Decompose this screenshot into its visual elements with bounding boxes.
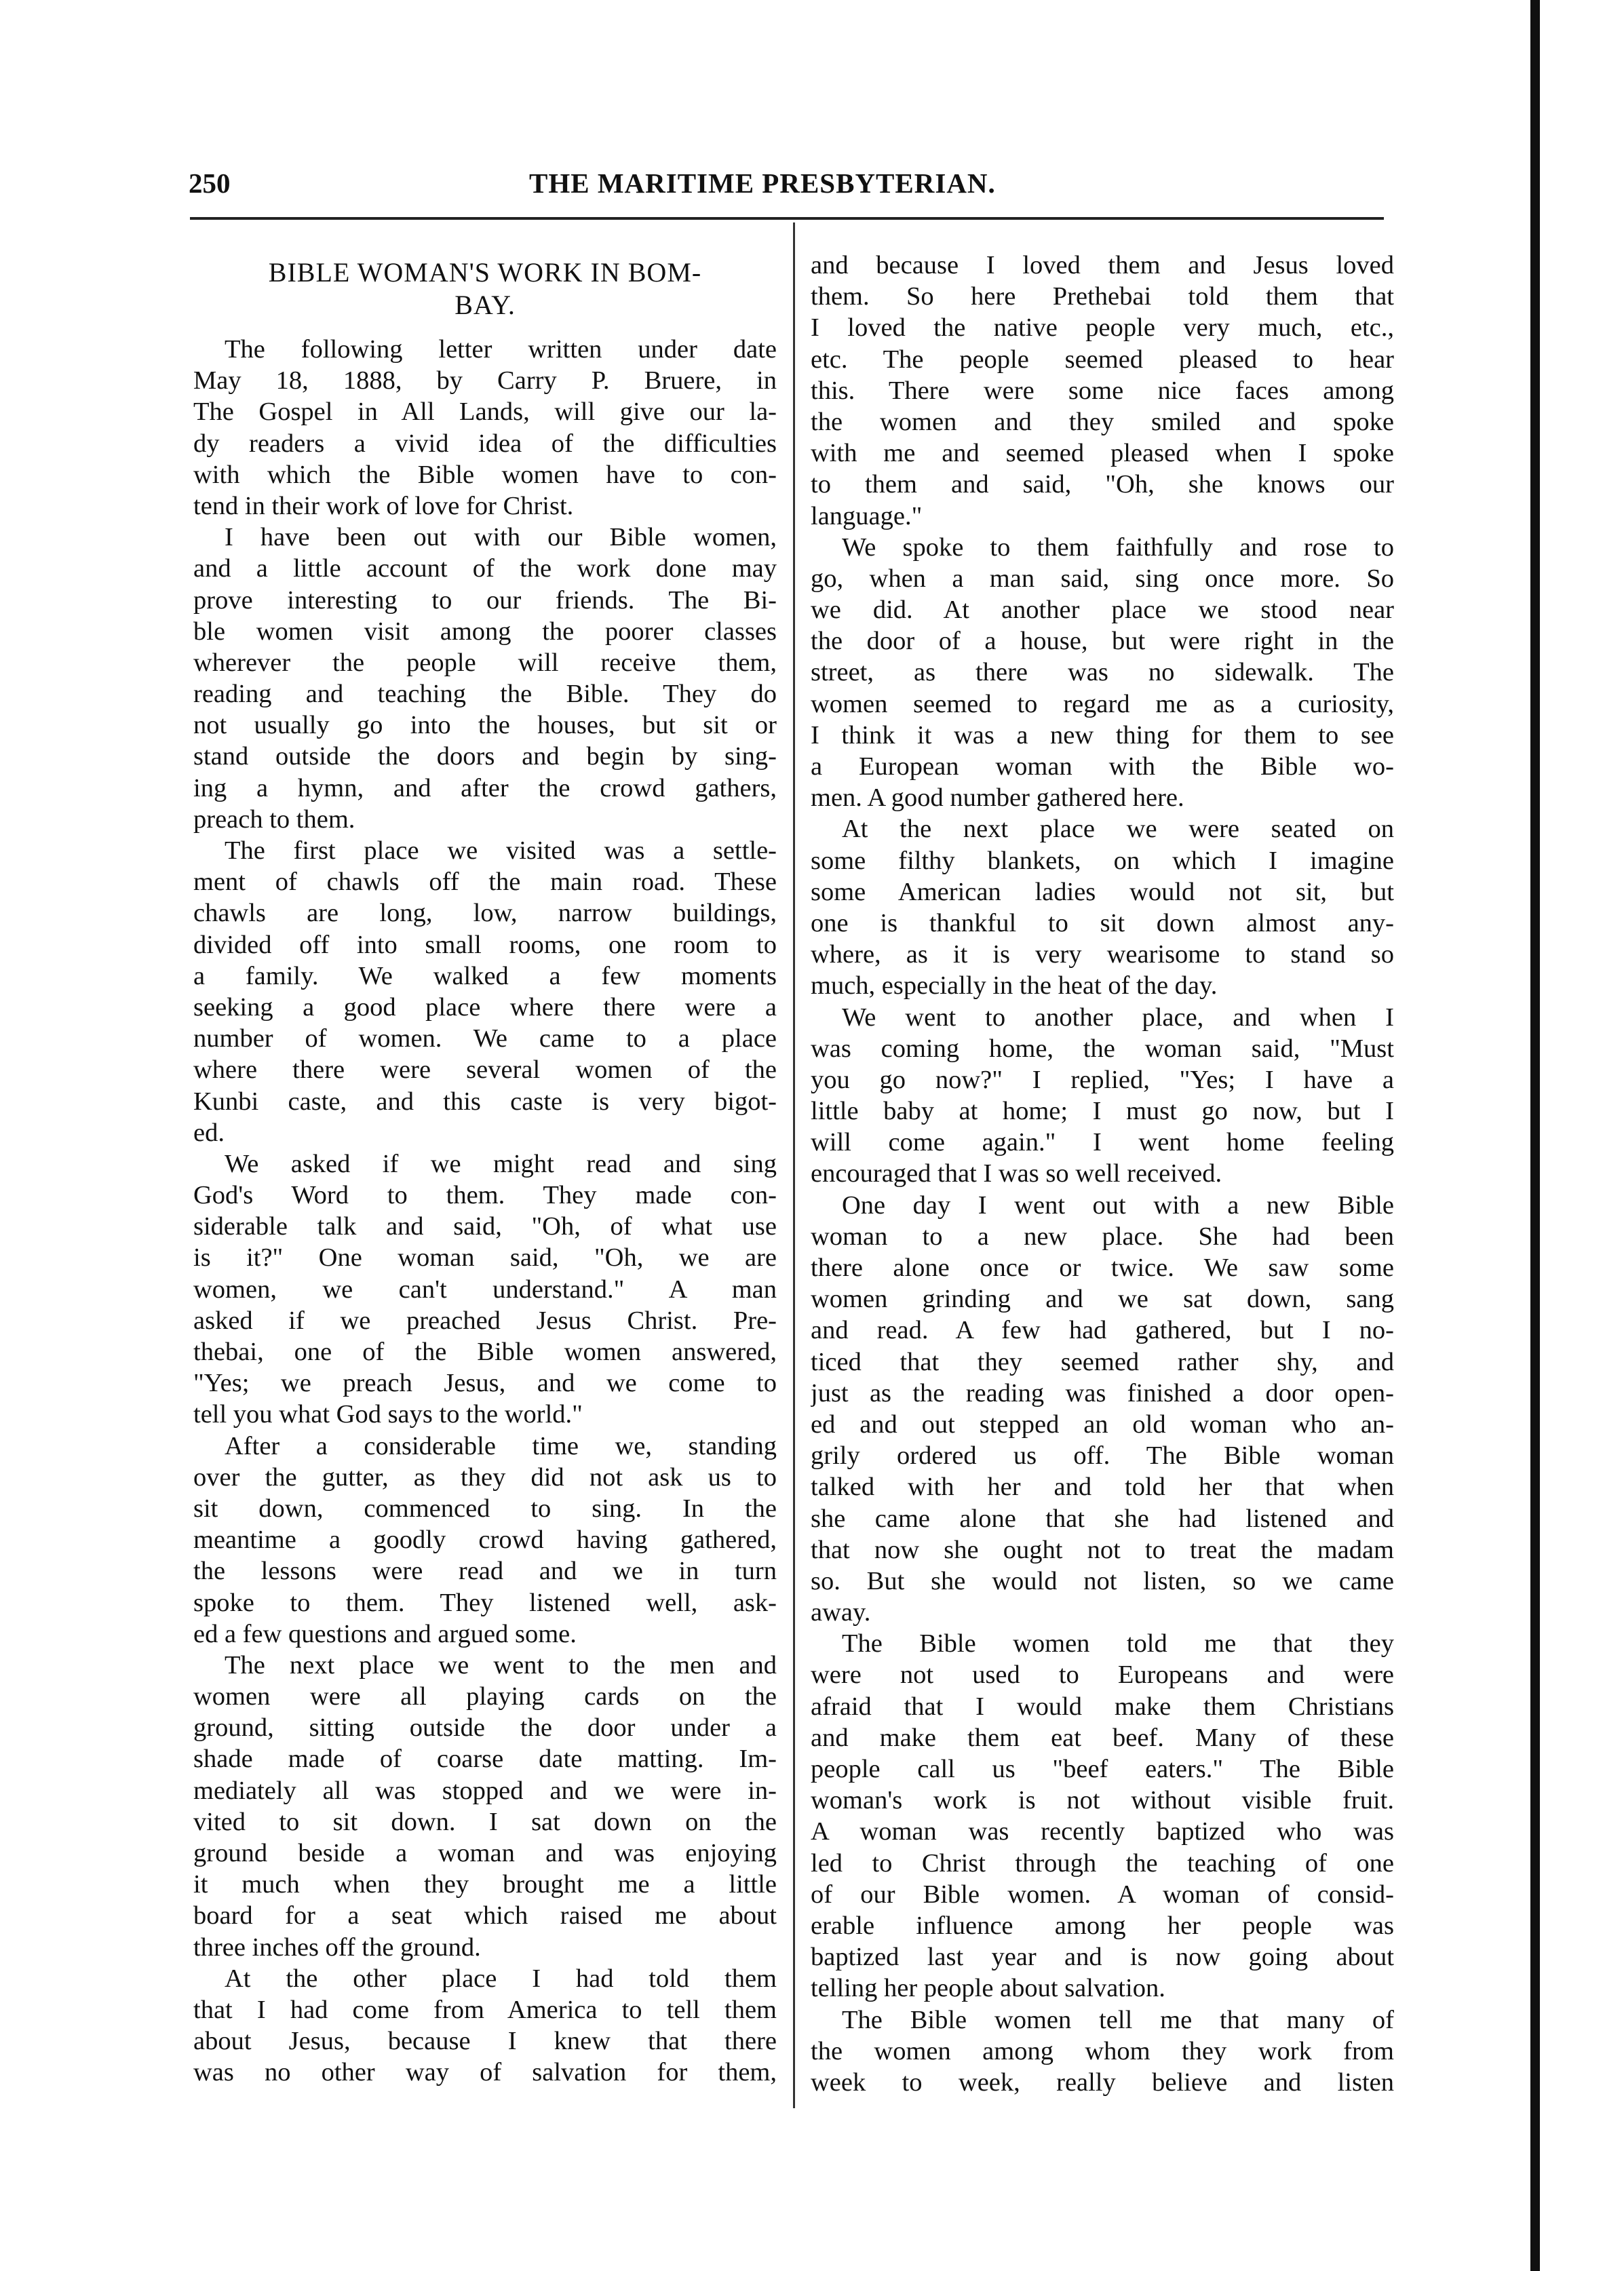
text-line: shade made of coarse date matting. Im- bbox=[193, 1745, 777, 1774]
text-line: woman to a new place. She had been bbox=[811, 1222, 1394, 1251]
text-line: meantime a goodly crowd having gathered, bbox=[193, 1526, 777, 1555]
text-line: The Gospel in All Lands, will give our la- bbox=[193, 397, 777, 427]
text-line: and a little account of the work done may bbox=[193, 554, 777, 583]
text-line: of our Bible women. A woman of consid- bbox=[811, 1880, 1394, 1909]
text-line: men. A good number gathered here. bbox=[811, 783, 1184, 813]
text-line: some filthy blankets, on which I imagine bbox=[811, 846, 1394, 875]
text-line: is it?" One woman said, "Oh, we are bbox=[193, 1243, 777, 1273]
text-line: with me and seemed pleased when I spoke bbox=[811, 439, 1394, 468]
text-line: there alone once or twice. We saw some bbox=[811, 1254, 1394, 1282]
text-line: that now she ought not to treat the madam bbox=[811, 1535, 1394, 1564]
text-line: with which the Bible women have to con- bbox=[193, 460, 777, 489]
page-edge-rule bbox=[1530, 0, 1540, 2271]
text-line: vited to sit down. I sat down on the bbox=[193, 1807, 777, 1836]
text-line: week to week, really believe and listen bbox=[811, 2068, 1394, 2097]
header-rule bbox=[190, 217, 1384, 220]
text-line: dy readers a vivid idea of the difficulties bbox=[193, 429, 777, 458]
text-line: not usually go into the houses, but sit or bbox=[193, 711, 777, 740]
text-line: street, as there was no sidewalk. The bbox=[811, 658, 1394, 687]
text-line: so. But she would not listen, so we came bbox=[811, 1566, 1394, 1595]
text-line: telling her people about salvation. bbox=[811, 1974, 1165, 2003]
text-line: ground beside a woman and was enjoying bbox=[193, 1839, 777, 1867]
text-line: baptized last year and is now going about bbox=[811, 1943, 1394, 1972]
text-line: mediately all was stopped and we were in- bbox=[193, 1776, 777, 1805]
left-column-text bbox=[193, 334, 777, 2089]
text-line: women, we can't understand." A man bbox=[193, 1275, 777, 1304]
text-line: we did. At another place we stood near bbox=[811, 596, 1394, 625]
text-line: she came alone that she had listened and bbox=[811, 1504, 1394, 1533]
text-line: erable influence among her people was bbox=[811, 1911, 1394, 1940]
text-line: ed. bbox=[193, 1118, 225, 1147]
text-line: will come again." I went home feeling bbox=[811, 1128, 1394, 1157]
text-line: and make them eat beef. Many of these bbox=[811, 1723, 1394, 1752]
text-line: One day I went out with a new Bible bbox=[842, 1190, 1394, 1220]
text-line: We went to another place, and when I bbox=[842, 1003, 1394, 1032]
text-line: "Yes; we preach Jesus, and we come to bbox=[193, 1369, 777, 1398]
text-line: was no other way of salvation for them, bbox=[193, 2058, 777, 2087]
text-line: a family. We walked a few moments bbox=[193, 961, 777, 990]
text-line: you go now?" I replied, "Yes; I have a bbox=[811, 1065, 1394, 1094]
text-line: Kunbi caste, and this caste is very bigot- bbox=[193, 1087, 777, 1116]
text-line: much, especially in the heat of the day. bbox=[811, 971, 1218, 1001]
text-line: tell you what God says to the world." bbox=[193, 1400, 583, 1429]
text-line: where there were several women of the bbox=[193, 1055, 777, 1085]
text-line: women were all playing cards on the bbox=[193, 1682, 777, 1711]
text-line: We spoke to them faithfully and rose to bbox=[842, 532, 1394, 562]
text-line: siderable talk and said, "Oh, of what use bbox=[193, 1212, 777, 1241]
text-line: a European woman with the Bible wo- bbox=[811, 752, 1394, 781]
article-title-line: BIBLE WOMAN'S WORK IN BOM- bbox=[268, 257, 702, 288]
text-line: over the gutter, as they did not ask us to bbox=[193, 1462, 777, 1492]
text-line: ble women visit among the poorer classes bbox=[193, 617, 777, 646]
text-line: the women among whom they work from bbox=[811, 2036, 1394, 2065]
text-line: ground, sitting outside the door under a bbox=[193, 1713, 777, 1743]
text-line: asked if we preached Jesus Christ. Pre- bbox=[193, 1306, 777, 1335]
text-line: divided off into small rooms, one room to bbox=[193, 930, 777, 959]
text-line: spoke to them. They listened well, ask- bbox=[193, 1588, 777, 1617]
text-line: prove interesting to our friends. The Bi- bbox=[193, 585, 777, 615]
right-column bbox=[811, 250, 1394, 2098]
text-line: The following letter written under date bbox=[225, 335, 777, 364]
text-line: away. bbox=[811, 1598, 871, 1627]
running-title: THE MARITIME PRESBYTERIAN. bbox=[529, 168, 996, 199]
text-line: A woman was recently baptized who was bbox=[811, 1817, 1394, 1846]
text-line: the women and they smiled and spoke bbox=[811, 407, 1394, 436]
text-line: language." bbox=[811, 501, 923, 530]
text-line: women grinding and we sat down, sang bbox=[811, 1285, 1394, 1314]
text-line: I think it was a new thing for them to see bbox=[811, 720, 1394, 750]
text-line: three inches off the ground. bbox=[193, 1933, 481, 1962]
right-column-text bbox=[811, 250, 1394, 2098]
text-line: May 18, 1888, by Carry P. Bruere, in bbox=[193, 366, 777, 395]
text-line: I have been out with our Bible women, bbox=[225, 523, 777, 552]
text-line: this. There were some nice faces among bbox=[811, 376, 1394, 405]
text-line: thebai, one of the Bible women answered, bbox=[193, 1338, 777, 1366]
article-title bbox=[193, 256, 777, 322]
page-number: 250 bbox=[189, 168, 231, 199]
text-line: go, when a man said, sing once more. So bbox=[811, 564, 1394, 593]
text-line: people call us "beef eaters." The Bible bbox=[811, 1755, 1394, 1783]
column-divider bbox=[793, 222, 795, 2108]
text-line: seeking a good place where there were a bbox=[193, 992, 777, 1022]
text-line: preach to them. bbox=[193, 804, 355, 834]
article-title-line: BAY. bbox=[455, 290, 516, 320]
text-line: The Bible women tell me that many of bbox=[842, 2005, 1394, 2034]
text-line: God's Word to them. They made con- bbox=[193, 1181, 777, 1210]
left-column bbox=[193, 250, 777, 2089]
text-line: was coming home, the woman said, "Must bbox=[811, 1034, 1394, 1063]
text-line: ed and out stepped an old woman who an- bbox=[811, 1410, 1394, 1439]
text-line: woman's work is not without visible fruit. bbox=[811, 1786, 1394, 1815]
text-line: The Bible women told me that they bbox=[842, 1629, 1394, 1658]
text-line: the lessons were read and we in turn bbox=[193, 1557, 777, 1586]
text-line: etc. The people seemed pleased to hear bbox=[811, 345, 1394, 374]
text-line: where, as it is very wearisome to stand so bbox=[811, 940, 1394, 969]
text-line: After a considerable time we, standing bbox=[225, 1431, 777, 1460]
text-line: about Jesus, because I knew that there bbox=[193, 2027, 777, 2056]
text-line: and read. A few had gathered, but I no- bbox=[811, 1316, 1394, 1345]
text-line: The next place we went to the men and bbox=[225, 1650, 777, 1680]
text-line: ment of chawls off the main road. These bbox=[193, 868, 777, 897]
text-line: At the other place I had told them bbox=[225, 1964, 777, 1993]
text-line: stand outside the doors and begin by sing- bbox=[193, 742, 777, 771]
text-line: chawls are long, low, narrow buildings, bbox=[193, 899, 777, 928]
text-line: tend in their work of love for Christ. bbox=[193, 491, 574, 520]
text-line: ed a few questions and argued some. bbox=[193, 1619, 577, 1648]
text-line: some American ladies would not sit, but bbox=[811, 877, 1394, 906]
text-line: to them and said, "Oh, she knows our bbox=[811, 470, 1394, 499]
text-line: talked with her and told her that when bbox=[811, 1473, 1394, 1502]
text-line: board for a seat which raised me about bbox=[193, 1901, 777, 1930]
text-line: just as the reading was finished a door open- bbox=[811, 1378, 1394, 1408]
text-line: the door of a house, but were right in the bbox=[811, 627, 1394, 656]
text-line: wherever the people will receive them, bbox=[193, 648, 777, 677]
text-line: afraid that I would make them Christians bbox=[811, 1692, 1394, 1721]
text-line: At the next place we were seated on bbox=[842, 815, 1394, 844]
text-line: led to Christ through the teaching of one bbox=[811, 1848, 1394, 1878]
text-line: I loved the native people very much, etc., bbox=[811, 313, 1394, 343]
text-line: reading and teaching the Bible. They do bbox=[193, 680, 777, 709]
text-line: encouraged that I was so well received. bbox=[811, 1159, 1222, 1188]
text-line: were not used to Europeans and were bbox=[811, 1661, 1394, 1690]
text-line: them. So here Prethebai told them that bbox=[811, 282, 1394, 311]
text-line: ticed that they seemed rather shy, and bbox=[811, 1347, 1394, 1376]
text-line: ing a hymn, and after the crowd gathers, bbox=[193, 773, 777, 802]
text-line: sit down, commenced to sing. In the bbox=[193, 1494, 777, 1523]
text-line: We asked if we might read and sing bbox=[225, 1149, 777, 1178]
text-line: it much when they brought me a little bbox=[193, 1870, 777, 1899]
text-line: one is thankful to sit down almost any- bbox=[811, 908, 1394, 937]
text-line: women seemed to regard me as a curiosity, bbox=[811, 689, 1394, 718]
text-line: number of women. We came to a place bbox=[193, 1024, 777, 1053]
text-line: little baby at home; I must go now, but I bbox=[811, 1097, 1394, 1126]
text-line: that I had come from America to tell them bbox=[193, 1995, 777, 2024]
text-line: The first place we visited was a settle- bbox=[225, 836, 777, 865]
text-line: and because I loved them and Jesus loved bbox=[811, 251, 1394, 279]
text-line: grily ordered us off. The Bible woman bbox=[811, 1441, 1394, 1471]
